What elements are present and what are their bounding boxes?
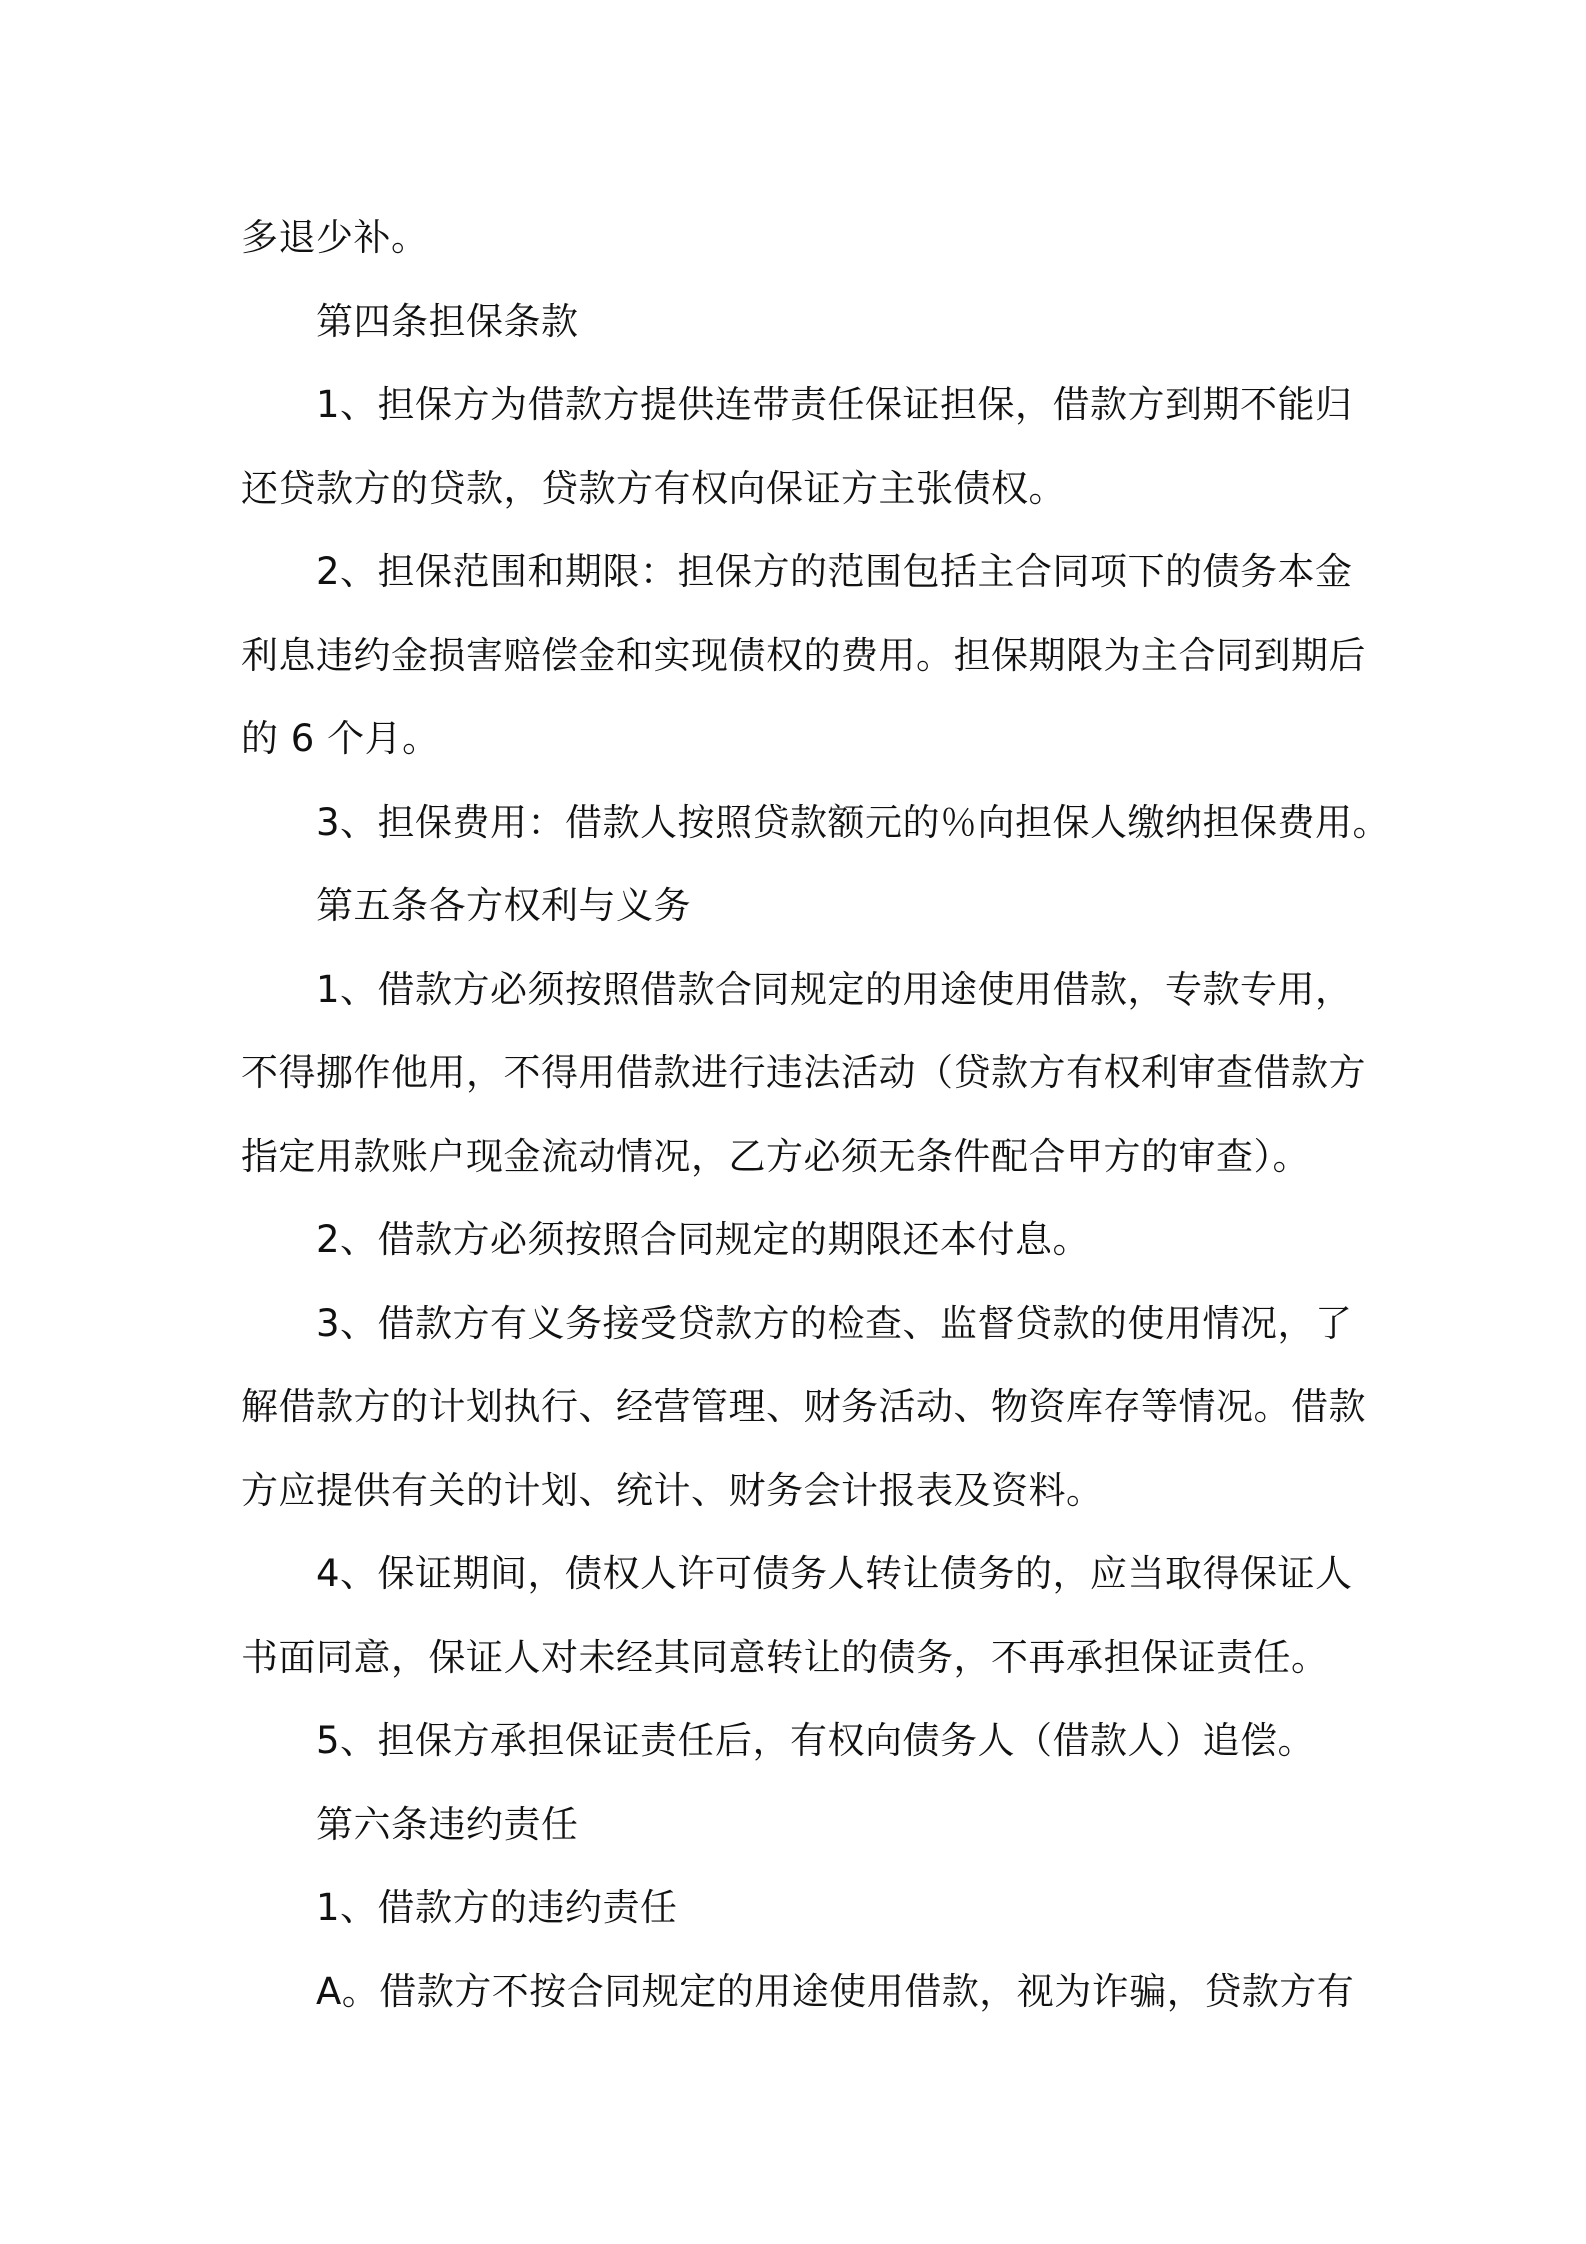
text-line: 方应提供有关的计划、统计、财务会计报表及资料。 bbox=[241, 1468, 1104, 1512]
section-heading: 第五条各方权利与义务 bbox=[316, 884, 691, 927]
text-line: 2、借款方必须按照合同规定的期限还本付息。 bbox=[316, 1218, 1091, 1261]
text-line: 还贷款方的贷款，贷款方有权向保证方主张债权。 bbox=[241, 466, 1066, 510]
text-line: 利息违约金损害赔偿金和实现债权的费用。担保期限为主合同到期后 bbox=[241, 633, 1366, 677]
text-line: 1、担保方为借款方提供连带责任保证担保，借款方到期不能归 bbox=[316, 383, 1353, 426]
text-line: 的 6 个月。 bbox=[241, 717, 440, 760]
text-line: 5、担保方承担保证责任后，有权向债务人（借款人）追偿。 bbox=[316, 1719, 1316, 1762]
text-line: 2、担保范围和期限：担保方的范围包括主合同项下的债务本金 bbox=[316, 550, 1353, 593]
document-body bbox=[241, 196, 1391, 2033]
text-line: 1、借款方必须按照借款合同规定的用途使用借款，专款专用， bbox=[316, 967, 1353, 1011]
text-line: 3、借款方有义务接受贷款方的检查、监督贷款的使用情况，了 bbox=[316, 1301, 1353, 1345]
text-line: 1、借款方的违约责任 bbox=[316, 1886, 678, 1929]
text-line: 3、担保费用：借款人按照贷款额元的％向担保人缴纳担保费用。 bbox=[316, 800, 1391, 844]
text-line: 4、保证期间，债权人许可债务人转让债务的，应当取得保证人 bbox=[316, 1552, 1353, 1595]
text-line: 指定用款账户现金流动情况，乙方必须无条件配合甲方的审查）。 bbox=[241, 1134, 1310, 1178]
section-heading: 第四条担保条款 bbox=[316, 299, 579, 343]
text-line: 多退少补。 bbox=[241, 216, 429, 259]
section-heading: 第六条违约责任 bbox=[316, 1802, 579, 1846]
text-line: 不得挪作他用，不得用借款进行违法活动（贷款方有权利审查借款方 bbox=[241, 1051, 1366, 1094]
text-line: 解借款方的计划执行、经营管理、财务活动、物资库存等情况。借款 bbox=[241, 1385, 1366, 1428]
text-line: 书面同意，保证人对未经其同意转让的债务，不再承担保证责任。 bbox=[241, 1635, 1329, 1679]
text-line: A。借款方不按合同规定的用途使用借款，视为诈骗，贷款方有 bbox=[316, 1969, 1355, 2013]
